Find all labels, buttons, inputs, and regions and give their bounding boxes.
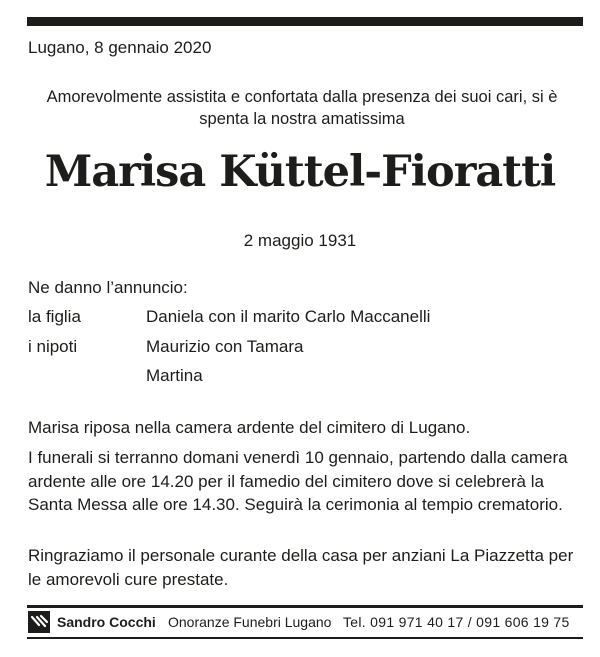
mourner-names: Maurizio con Tamara — [146, 337, 304, 356]
funeral-home-phones: Tel. 091 971 40 17 / 091 606 19 75 — [343, 614, 570, 630]
mourner-names: Daniela con il marito Carlo Maccanelli — [146, 307, 431, 326]
deceased-name: Marisa Küttel-Fioratti — [44, 147, 556, 197]
funeral-home-subtitle: Onoranze Funebri Lugano — [168, 614, 332, 630]
paragraph-funeral-details: I funerali si terranno domani venerdì 10 gennaio, partendo dalla camera ardente alle ore 14.20 per il famedio del cimitero dove si celebrerà la Santa Messa alle ore 14.30. Seguirà la cerimonia al tempio crematorio. — [28, 448, 568, 514]
mourner-relation: i nipoti — [28, 337, 78, 356]
stylized-s-logo-icon — [28, 611, 50, 633]
mourner-names: Martina — [146, 366, 203, 385]
footer-bottom-divider — [27, 637, 583, 639]
funeral-home-brand: Sandro Cocchi — [57, 614, 156, 630]
intro-line-1: Amorevolmente assistita e confortata dalla presenza dei suoi cari, si è — [46, 88, 558, 106]
paragraph-thanks: Ringraziamo il personale curante della casa per anziani La Piazzetta per le amorevoli cure prestate. — [28, 546, 574, 589]
top-divider — [27, 17, 583, 26]
mourner-relation: la figlia — [28, 307, 81, 326]
birth-date: 2 maggio 1931 — [243, 231, 357, 250]
footer-top-divider — [27, 605, 583, 608]
intro-text — [20, 86, 584, 130]
paragraph-resting-place: Marisa riposa nella camera ardente del cimitero di Lugano. — [28, 418, 471, 437]
place-date: Lugano, 8 gennaio 2020 — [28, 38, 212, 57]
intro-line-2: spenta la nostra amatissima — [199, 110, 405, 128]
announcement-heading: Ne danno l’annuncio: — [28, 278, 188, 297]
